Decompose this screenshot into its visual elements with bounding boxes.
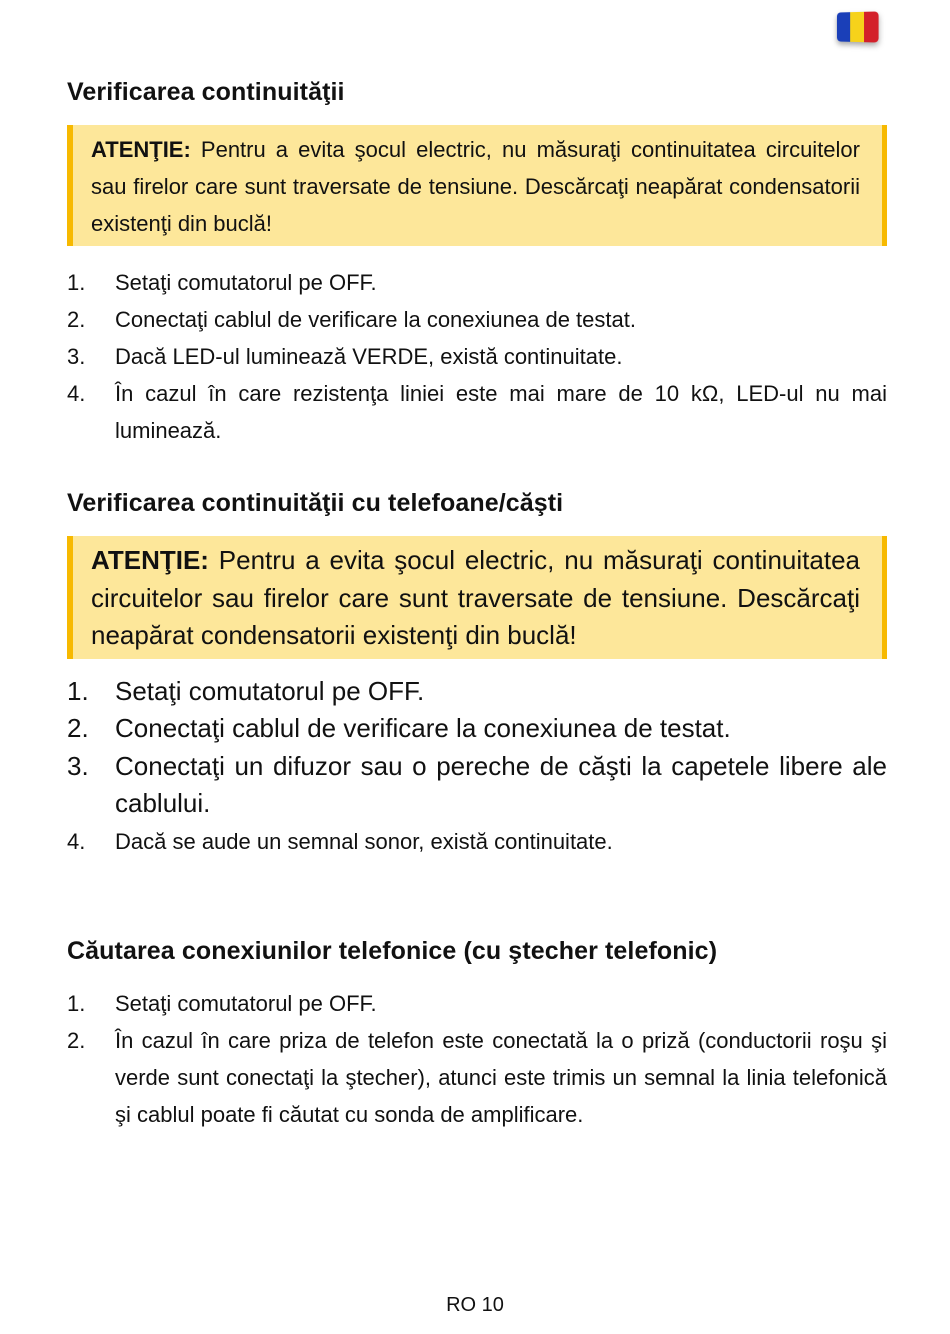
section-continuity-check — [67, 78, 887, 449]
list-item — [67, 301, 887, 338]
list-item — [67, 375, 887, 449]
step-text: Setaţi comutatorul pe OFF. — [115, 991, 377, 1016]
step-number: 1. — [67, 991, 86, 1016]
step-number: 3. — [67, 344, 86, 369]
steps-list — [67, 264, 887, 449]
warning-label: ATENŢIE: — [91, 545, 209, 575]
step-text: Conectaţi cablul de verificare la conexiunea de testat. — [115, 307, 636, 332]
step-text: În cazul în care priza de telefon este conectată la o priză (conductorii roşu şi verde sunt conectaţi la ştecher), atunci este trimis un semnal la linia telefonică şi cablul poate fi căutat cu sonda de amplificare. — [115, 1028, 887, 1127]
step-number: 2. — [67, 1028, 86, 1053]
flag-stripe-red — [864, 11, 879, 42]
flag-stripe-yellow — [850, 12, 864, 42]
warning-box — [67, 536, 887, 659]
section-title: Verificarea continuităţii — [67, 78, 345, 106]
warning-text: Pentru a evita şocul electric, nu măsuraţi continuitatea circuitelor sau firelor care sunt traversate de tensiune. Descărcaţi neapărat condensatorii existenţi din buclă! — [91, 137, 860, 236]
step-number: 4. — [67, 381, 86, 406]
section-phone-connection-search — [67, 937, 887, 1133]
steps-list — [67, 673, 887, 860]
step-text: Setaţi comutatorul pe OFF. — [115, 270, 377, 295]
step-text: Dacă se aude un semnal sonor, există continuitate. — [115, 828, 613, 854]
step-text: Setaţi comutatorul pe OFF. — [115, 675, 425, 706]
section-title: Verificarea continuităţii cu telefoane/căşti — [67, 489, 564, 517]
step-number: 1. — [67, 270, 86, 295]
step-text: Conectaţi un difuzor sau o pereche de căşti la capetele libere ale cablului. — [115, 750, 887, 818]
step-text: Dacă LED-ul luminează VERDE, există continuitate. — [115, 344, 623, 369]
list-item — [67, 748, 887, 823]
steps-list — [67, 985, 887, 1133]
flag-stripe-blue — [837, 12, 850, 42]
warning-text: Pentru a evita şocul electric, nu măsuraţi continuitatea circuitelor sau firelor care sunt traversate de tensiune. Descărcaţi neapărat condensatorii existenţi din buclă! — [91, 545, 860, 650]
list-item — [67, 338, 887, 375]
romanian-flag-icon — [837, 11, 879, 42]
step-number: 1. — [67, 675, 89, 706]
list-item — [67, 1022, 887, 1133]
step-text: Conectaţi cablul de verificare la conexiunea de testat. — [115, 713, 731, 743]
list-item — [67, 985, 887, 1022]
page-number: RO 10 — [446, 1294, 504, 1316]
section-continuity-check-headphones — [67, 489, 887, 860]
step-number: 3. — [67, 750, 89, 781]
list-item — [67, 673, 887, 711]
warning-box — [67, 125, 887, 246]
step-number: 4. — [67, 828, 86, 854]
warning-label: ATENŢIE: — [91, 137, 191, 162]
list-item — [67, 710, 887, 748]
step-number: 2. — [67, 713, 89, 743]
section-title: Căutarea conexiunilor telefonice (cu ştecher telefonic) — [67, 937, 718, 965]
step-number: 2. — [67, 307, 86, 332]
list-item — [67, 264, 887, 301]
list-item — [67, 823, 887, 860]
step-text: În cazul în care rezistenţa liniei este mai mare de 10 kΩ, LED-ul nu mai luminează. — [115, 381, 887, 443]
